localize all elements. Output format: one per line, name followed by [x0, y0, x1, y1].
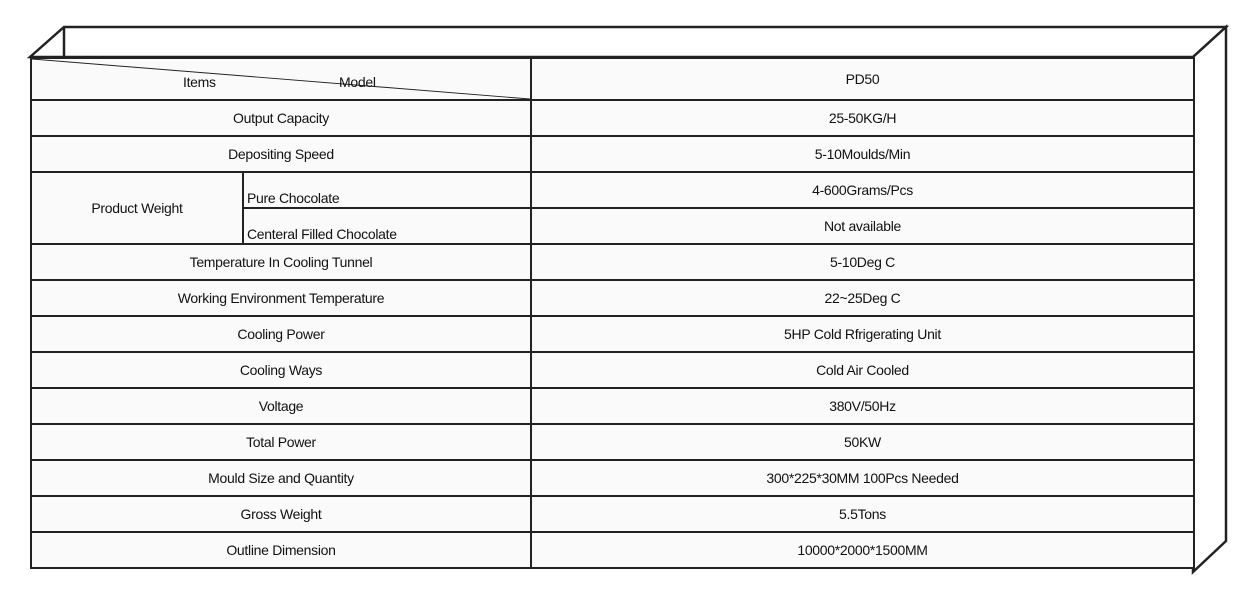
row-label: Cooling Ways: [31, 352, 531, 388]
header-row: [31, 58, 1194, 100]
row-value: 25-50KG/H: [531, 100, 1194, 136]
box-right-face: [1193, 27, 1226, 572]
table-row: [31, 352, 1194, 388]
sub-row-value: Not available: [531, 208, 1194, 244]
items-header-label: Items: [183, 74, 216, 90]
row-label: Depositing Speed: [31, 136, 531, 172]
table-row: [31, 136, 1194, 172]
row-value: 5-10Moulds/Min: [531, 136, 1194, 172]
items-model-header-cell: [31, 58, 531, 100]
product-weight-label: Product Weight: [31, 172, 243, 244]
table-row: [31, 388, 1194, 424]
sub-row-label: Pure Chocolate: [243, 172, 531, 208]
row-value: 50KW: [531, 424, 1194, 460]
row-label: Cooling Power: [31, 316, 531, 352]
sub-row-label: Centeral Filled Chocolate: [243, 208, 531, 244]
row-label: Temperature In Cooling Tunnel: [31, 244, 531, 280]
sub-row-value: 4-600Grams/Pcs: [531, 172, 1194, 208]
model-value-cell: PD50: [531, 58, 1194, 100]
row-label: Gross Weight: [31, 496, 531, 532]
table-row: [31, 100, 1194, 136]
spec-table: [30, 57, 1195, 569]
table-row: [31, 172, 1194, 208]
row-value: 10000*2000*1500MM: [531, 532, 1194, 568]
table-row: [31, 280, 1194, 316]
row-label: Output Capacity: [31, 100, 531, 136]
row-label: Working Environment Temperature: [31, 280, 531, 316]
row-label: Outline Dimension: [31, 532, 531, 568]
row-value: 5-10Deg C: [531, 244, 1194, 280]
table-row: [31, 532, 1194, 568]
row-value: 300*225*30MM 100Pcs Needed: [531, 460, 1194, 496]
box-top-face: [30, 27, 1226, 57]
row-value: 22~25Deg C: [531, 280, 1194, 316]
row-label: Total Power: [31, 424, 531, 460]
row-label: Voltage: [31, 388, 531, 424]
row-label: Mould Size and Quantity: [31, 460, 531, 496]
row-value: 5HP Cold Rfrigerating Unit: [531, 316, 1194, 352]
table-row: [31, 424, 1194, 460]
row-value: Cold Air Cooled: [531, 352, 1194, 388]
model-header-label: Model: [339, 74, 376, 90]
diagonal-divider: [32, 59, 530, 99]
row-value: 5.5Tons: [531, 496, 1194, 532]
row-value: 380V/50Hz: [531, 388, 1194, 424]
table-row: [31, 244, 1194, 280]
table-row: [31, 316, 1194, 352]
table-row: [31, 460, 1194, 496]
table-row: [31, 496, 1194, 532]
